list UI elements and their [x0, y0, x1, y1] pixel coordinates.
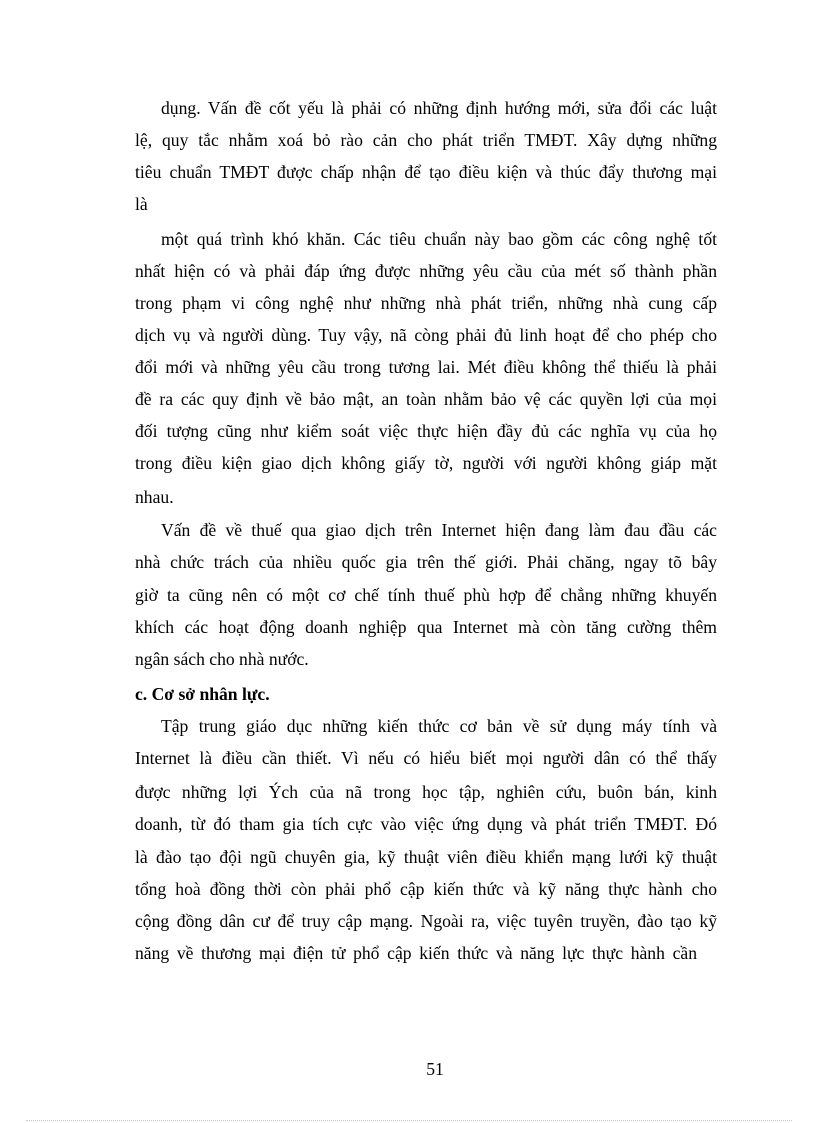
paragraph4-line-1: Tập trung giáo dục những kiến thức cơ bản về sử dụng máy tính và: [161, 716, 717, 736]
paragraph3-line-4: khích các hoạt động doanh nghiệp qua Internet mà còn tăng cường thêm: [135, 617, 717, 637]
paragraph3-line-3: giờ ta cũng nên có một cơ chế tính thuế phù hợp để chẳng những khuyến: [135, 585, 717, 605]
paragraph3-line-1: Vấn đề về thuế qua giao dịch trên Internet hiện đang làm đau đầu các: [161, 520, 717, 540]
page-bottom-border: [26, 1120, 792, 1121]
paragraph2-line-3: trong phạm vi công nghệ như những nhà phát triển, những nhà cung cấp: [135, 293, 717, 313]
paragraph2-line-1: một quá trình khó khăn. Các tiêu chuẩn này bao gồm các công nghệ tốt: [161, 229, 717, 249]
paragraph1-line-1: dụng. Vấn đề cốt yếu là phải có những định hướng mới, sửa đổi các luật: [161, 98, 717, 118]
paragraph4-line-4: doanh, từ đó tham gia tích cực vào việc ứng dụng và phát triển TMĐT. Đó: [135, 814, 717, 834]
paragraph3-line-5: ngân sách cho nhà nước.: [135, 649, 309, 669]
section-heading: c. Cơ sở nhân lực.: [135, 684, 270, 704]
paragraph2-line-8: trong điều kiện giao dịch không giấy tờ, người với người không giáp mặt: [135, 453, 717, 473]
paragraph2-line-7: đối tượng cũng như kiểm soát việc thực hiện đầy đủ các nghĩa vụ của họ: [135, 421, 717, 441]
paragraph4-line-7: cộng đồng dân cư để truy cập mạng. Ngoài ra, việc tuyên truyền, đào tạo kỹ: [135, 911, 717, 931]
paragraph2-line-5: đổi mới và những yêu cầu trong tương lai. Mét điều không thể thiếu là phải: [135, 357, 717, 377]
paragraph2-line-4: dịch vụ và người dùng. Tuy vậy, nã còng phải đủ linh hoạt để cho phép cho: [135, 325, 717, 345]
paragraph1-line-2: lệ, quy tắc nhằm xoá bỏ rào cản cho phát triển TMĐT. Xây dựng những: [135, 130, 717, 150]
paragraph4-line-6: tổng hoà đồng thời còn phải phổ cập kiến thức và kỹ năng thực hành cho: [135, 879, 717, 899]
paragraph2-line-6: đề ra các quy định về bảo mật, an toàn nhằm bảo vệ các quyền lợi của mọi: [135, 389, 717, 409]
paragraph4-line-3: được những lợi Ých của nã trong học tập, nghiên cứu, buôn bán, kinh: [135, 782, 717, 802]
paragraph1-line-3: tiêu chuẩn TMĐT được chấp nhận để tạo điều kiện và thúc đẩy thương mại: [135, 162, 717, 182]
page-number: 51: [426, 1059, 444, 1079]
paragraph2-line-2: nhất hiện có và phải đáp ứng được những yêu cầu của mét số thành phần: [135, 261, 717, 281]
paragraph4-line-8: năng về thương mại điện tử phổ cập kiến thức và năng lực thực hành cần: [135, 943, 697, 963]
paragraph1-line-4: là: [135, 194, 148, 214]
paragraph3-line-2: nhà chức trách của nhiều quốc gia trên thế giới. Phải chăng, ngay tõ bây: [135, 552, 717, 572]
paragraph4-line-5: là đào tạo đội ngũ chuyên gia, kỹ thuật viên điều khiển mạng lưới kỹ thuật: [135, 847, 717, 867]
paragraph4-line-2: Internet là điều cần thiết. Vì nếu có hiểu biết mọi người dân có thể thấy: [135, 748, 717, 768]
paragraph2-line-9: nhau.: [135, 487, 174, 507]
